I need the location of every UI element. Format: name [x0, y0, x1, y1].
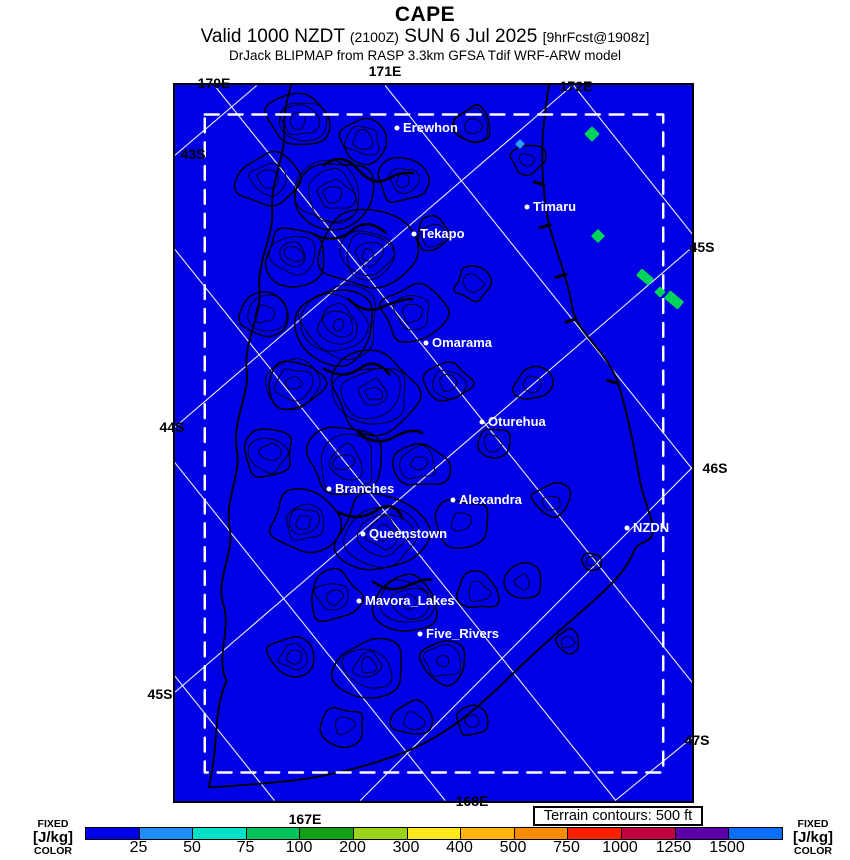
colorbar-segment: [568, 828, 622, 839]
grid-label-168e: 168E: [455, 793, 489, 809]
model-line: DrJack BLIPMAP from RASP 3.3km GFSA Tdif WRF-ARW model: [228, 48, 622, 63]
place-dot: [625, 526, 630, 531]
colorbar-segment: [86, 828, 140, 839]
place-name: Omarama: [432, 335, 492, 350]
grid-label-170e: 170E: [197, 75, 231, 91]
grid-label-47s: 47S: [684, 732, 710, 748]
place-dot: [424, 341, 429, 346]
place-dot: [361, 532, 366, 537]
place-dot: [480, 420, 485, 425]
valid-time-line: [0, 26, 850, 48]
colorbar-segment: [140, 828, 194, 839]
colorbar-tick-1000: 1000: [602, 839, 638, 856]
colorbar-tick-200: 200: [339, 839, 366, 856]
colorbar-tick-300: 300: [392, 839, 420, 856]
map-graphics: [175, 85, 692, 801]
place-name: Branches: [335, 481, 395, 496]
grid-label-45s: 45S: [689, 239, 715, 255]
units-jkg: [J/kg]: [32, 829, 74, 847]
page-title: CAPE: [394, 3, 456, 26]
colorbar-tick-50: 50: [183, 839, 201, 856]
grid-label-171e: 171E: [368, 63, 402, 79]
place-dot: [395, 126, 400, 131]
map-canvas: [173, 83, 694, 803]
grid-label-167e: 167E: [288, 811, 322, 827]
colorbar-tick-400: 400: [446, 839, 473, 856]
units-label-right: [793, 819, 833, 857]
grid-label-44s: 44S: [159, 419, 185, 435]
colorbar-tick-750: 750: [553, 839, 580, 856]
place-dot: [412, 232, 417, 237]
place-dot: [357, 599, 362, 604]
colorbar-tick-1250: 1250: [655, 839, 692, 856]
colorbar-tick-1500: 1500: [709, 839, 745, 856]
colorbar-segment: [676, 828, 730, 839]
colorbar-segment: [408, 828, 462, 839]
valid-utc: (2100Z): [349, 29, 399, 45]
place-name: Erewhon: [403, 120, 458, 135]
valid-date: SUN 6 Jul 2025: [404, 26, 538, 47]
place-name: Alexandra: [459, 492, 522, 507]
place-name: Mavora_Lakes: [365, 593, 455, 608]
place-name: Oturehua: [488, 414, 546, 429]
units-color: COLOR: [34, 844, 72, 857]
colorbar-segment: [300, 828, 354, 839]
place-dot: [418, 632, 423, 637]
grid-label-46s: 46S: [702, 460, 728, 476]
units-fixed: FIXED: [37, 818, 69, 830]
place-dot: [451, 498, 456, 503]
units-label-left: [33, 819, 73, 857]
grid-label-43s: 43S: [180, 146, 206, 162]
terrain-contours-note: Terrain contours: 500 ft: [533, 806, 703, 826]
place-dot: [525, 205, 530, 210]
colorbar-segment: [354, 828, 408, 839]
colorbar-segment: [193, 828, 247, 839]
units-color: COLOR: [794, 844, 832, 857]
colorbar-tick-100: 100: [285, 839, 313, 856]
grid-label-45s: 45S: [147, 686, 173, 702]
forecast-tag: [9hrFcst@1908z]: [542, 29, 650, 45]
colorbar-tick-500: 500: [499, 839, 527, 856]
units-jkg: [J/kg]: [792, 829, 834, 847]
place-name: Tekapo: [420, 226, 465, 241]
colorbar-tick-25: 25: [129, 839, 148, 856]
colorbar-segment: [622, 828, 676, 839]
colorbar-segment: [461, 828, 515, 839]
colorbar-tick-75: 75: [236, 839, 255, 856]
colorbar-segment: [515, 828, 569, 839]
place-name: Queenstown: [369, 526, 448, 541]
colorbar-segment: [247, 828, 301, 839]
place-name: Five_Rivers: [426, 626, 499, 641]
units-fixed: FIXED: [797, 818, 829, 830]
colorbar-segment: [729, 828, 782, 839]
valid-prefix: Valid 1000 NZDT: [200, 26, 345, 47]
grid-label-172e: 172E: [559, 78, 593, 94]
place-dot: [327, 487, 332, 492]
place-name: Timaru: [533, 199, 577, 214]
place-name: NZDN: [633, 520, 670, 535]
